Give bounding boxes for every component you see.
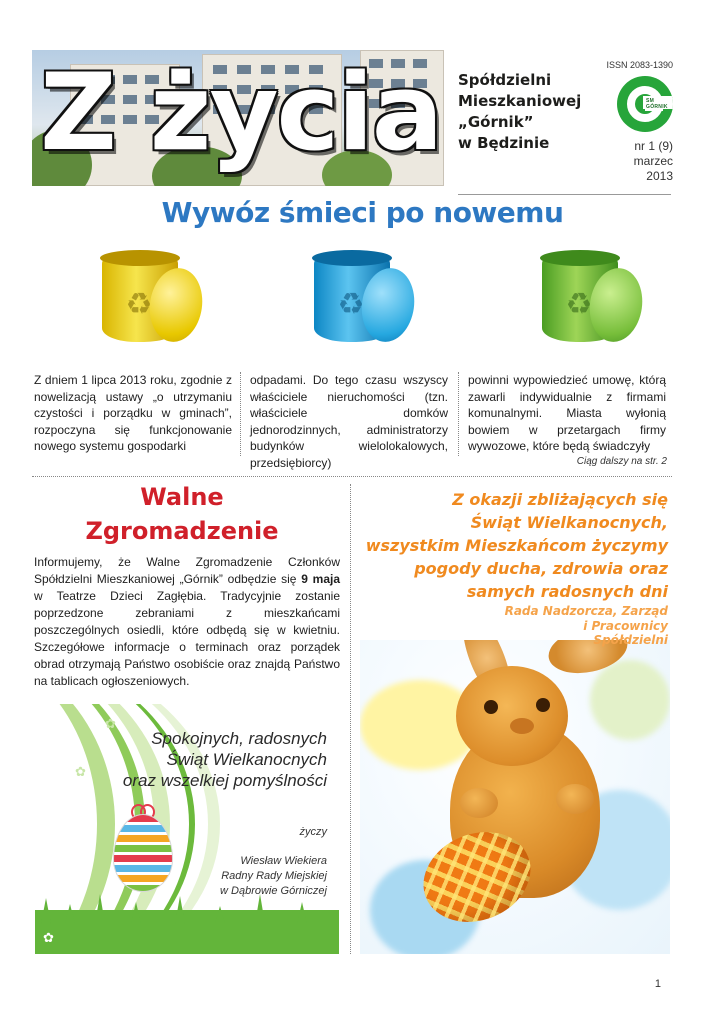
greeting-signature — [420, 604, 668, 648]
article-column-2: odpadami. Do tego czasu wszyscy właściciele nieruchomości (tzn. właściciele domków jednorodzinnych, administratorzy budynków wielolokalowych, przedsiębiorcy) — [250, 373, 448, 470]
wish-signature — [220, 854, 327, 899]
greeting-line: wszystkim Mieszkańcom życzymy — [365, 536, 668, 555]
green-recycling-bin-icon — [536, 246, 644, 350]
grass-blade — [41, 898, 51, 924]
bunny-eye — [484, 700, 498, 714]
wish-from-label: życzy — [299, 826, 327, 838]
greeting-line: samych radosnych dni — [466, 582, 668, 601]
publisher-line: Spółdzielni — [458, 71, 552, 89]
greeting-line: Świąt Wielkanocnych, — [470, 513, 668, 532]
feather-decoration — [590, 660, 670, 740]
issue-year: 2013 — [646, 169, 673, 183]
signature-line: w Dąbrowie Górniczej — [220, 885, 327, 897]
bunny-snout — [510, 718, 534, 734]
issue-number: nr 1 (9) — [634, 139, 673, 153]
publisher-line: Mieszkaniowej — [458, 92, 582, 110]
meeting-notice — [34, 554, 340, 690]
meeting-text: Informujemy, że Walne Zgromadzenie Członków Spółdzielni Mieszkaniowej „Górnik” odbędzie się — [34, 555, 340, 586]
recycle-symbol: ♻ — [565, 288, 593, 321]
blue-recycling-bin-icon — [308, 246, 416, 350]
greeting-line: Z okazji zbliżających się — [452, 490, 668, 509]
meeting-title — [34, 480, 330, 548]
meeting-title-line: Zgromadzenie — [85, 517, 279, 545]
article-column-3: powinni wypowiedzieć umowę, którą zawarli indywidualnie z firmami komunalnymi. Miasta wyłonią bowiem w przetargach firmy wywozowe, które będą świadczyły — [468, 373, 666, 453]
masthead-title: Z życia — [40, 51, 442, 174]
issue-month: marzec — [633, 154, 673, 168]
masthead-photo — [32, 50, 444, 186]
wish-line: Spokojnych, radosnych — [151, 729, 327, 748]
grass-blade — [131, 902, 141, 924]
bunny-head — [456, 666, 568, 766]
greeting-signature-line: i Pracownicy — [583, 618, 668, 633]
continued-link[interactable]: Ciąg dalszy na str. 2 — [576, 456, 667, 467]
grass-graphic — [35, 910, 339, 954]
masthead-divider — [458, 194, 671, 195]
logo-text: SM GÓRNIK — [646, 98, 668, 110]
wish-text — [123, 728, 327, 791]
wish-line: Świąt Wielkanocnych — [166, 750, 327, 769]
meeting-date: 9 maja — [301, 572, 340, 586]
grass-blade — [95, 894, 105, 924]
section-divider-vertical — [350, 484, 351, 954]
flower-icon: ✿ — [105, 716, 116, 731]
meeting-title-line: Walne — [140, 483, 224, 511]
signature-line: Radny Rady Miejskiej — [221, 870, 327, 882]
grass-blade — [215, 906, 225, 924]
column-divider — [458, 372, 459, 456]
section-divider — [32, 476, 672, 477]
issue-info — [634, 139, 673, 184]
publisher-name — [458, 70, 598, 154]
publisher-line: w Będzinie — [458, 134, 550, 152]
flower-icon: ✿ — [75, 764, 86, 779]
meeting-text: w Teatrze Dzieci Zagłębia. Tradycyjnie zostanie poprzedzone zebraniami z mieszkańcami poszczególnych osiedli, które odbędą się w kwietniu. Szczegółowe informacje o terminach oraz porządek obrad otrzymają Państwo osobiście oraz znajdą Państwo na tablicach ogłoszeniowych. — [34, 589, 340, 688]
easter-wish-card — [35, 704, 339, 954]
easter-greeting — [356, 488, 668, 603]
publisher-line: „Górnik” — [458, 113, 534, 131]
yellow-recycling-bin-icon — [96, 246, 204, 350]
greeting-signature-line: Spółdzielni — [593, 633, 668, 647]
greeting-line: pogody ducha, zdrowia oraz — [414, 559, 668, 578]
article-column-1: Z dniem 1 lipca 2013 roku, zgodnie z nowelizacją ustawy „o utrzymaniu czystości i porządku w gminach”, rozpoczyna się funkcjonowanie nowego systemu gospodarki — [34, 373, 232, 453]
recycle-symbol: ♻ — [337, 288, 365, 321]
grass-blade — [297, 902, 307, 924]
signature-line: Wiesław Wiekiera — [240, 855, 327, 867]
wish-line: oraz wszelkiej pomyślności — [122, 771, 327, 790]
column-divider — [240, 372, 241, 456]
bunny-eye — [536, 698, 550, 712]
greeting-signature-line: Rada Nadzorcza, Zarząd — [504, 604, 668, 618]
page-number: 1 — [654, 978, 661, 990]
recycle-symbol: ♻ — [125, 288, 153, 321]
grass-blade — [175, 896, 185, 924]
easter-bunny-photo — [360, 640, 670, 954]
bunny-paw — [460, 788, 498, 818]
grass-blade — [65, 904, 75, 924]
issn-number: ISSN 2083-1390 — [606, 60, 673, 70]
cooperative-logo-icon — [617, 76, 673, 132]
flower-icon: ✿ — [43, 930, 54, 945]
lead-headline: Wywóz śmieci po nowemu — [161, 196, 564, 229]
bunny-paw — [556, 784, 594, 814]
